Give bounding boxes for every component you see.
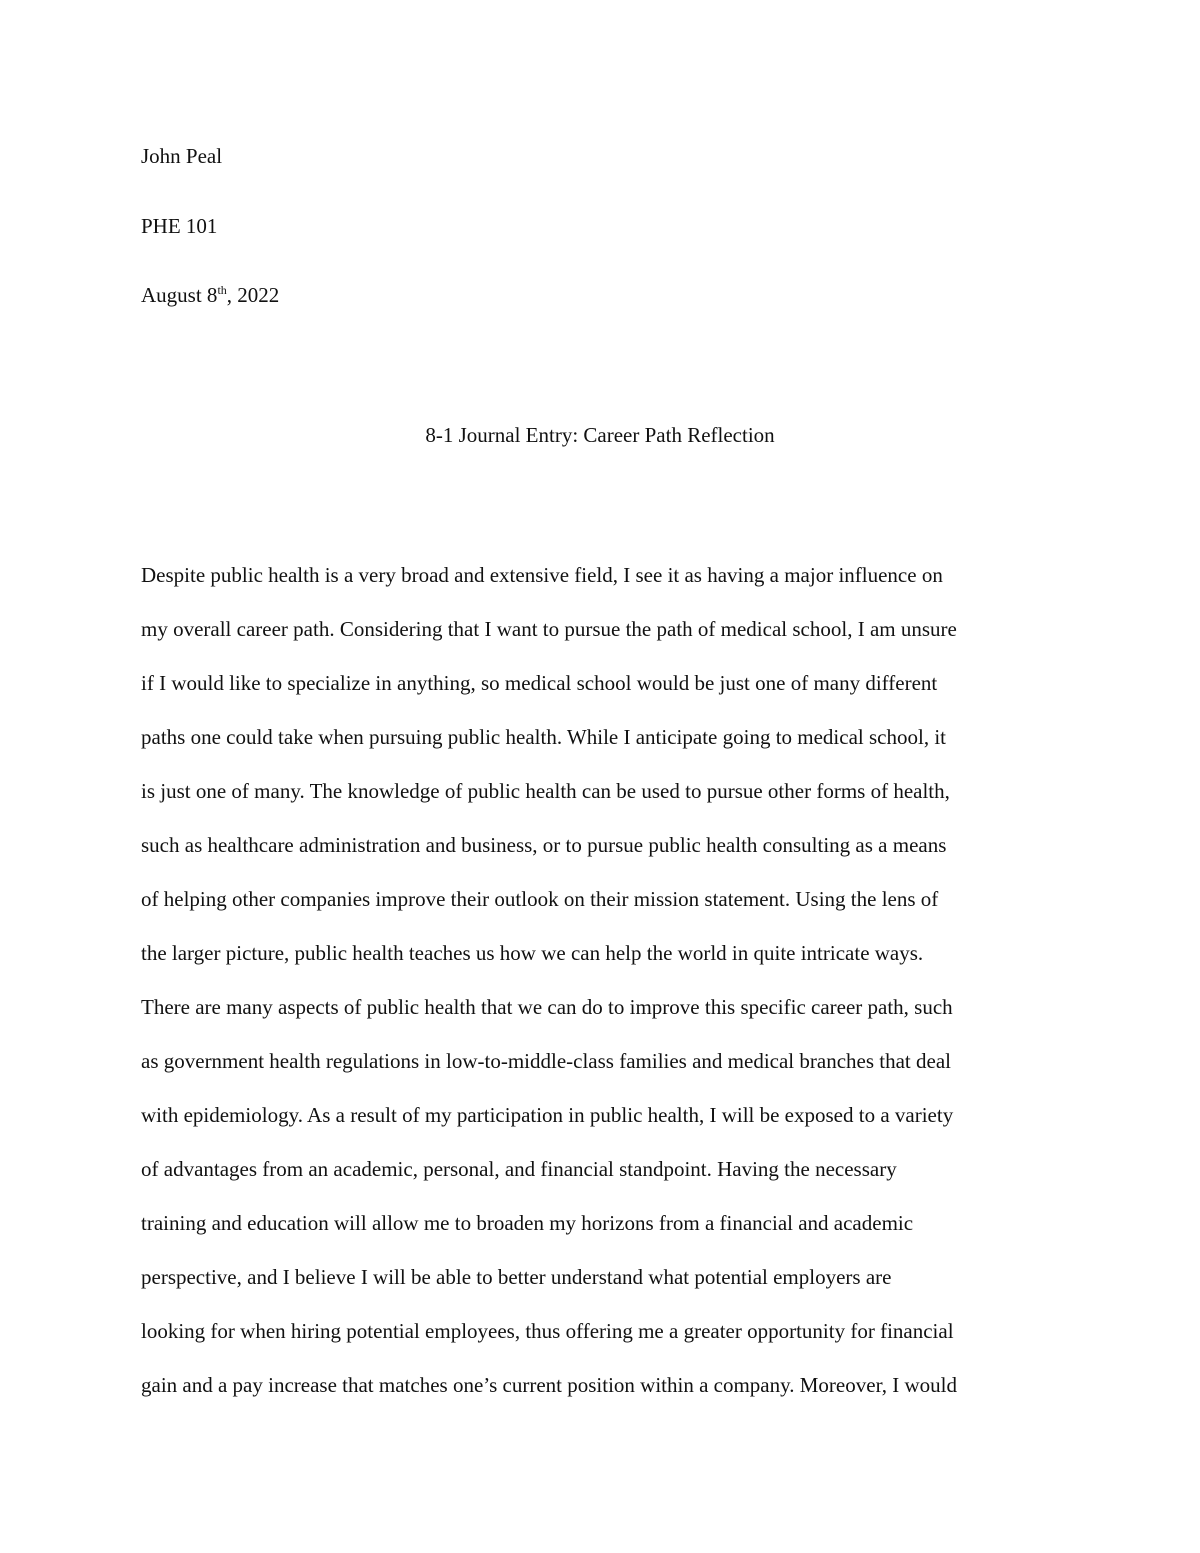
body-line: is just one of many. The knowledge of public health can be used to pursue other forms of health, [141,779,950,803]
body-line: perspective, and I believe I will be able to better understand what potential employers are [141,1265,892,1289]
body-line: looking for when hiring potential employees, thus offering me a greater opportunity for financial [141,1319,954,1343]
body-line: Despite public health is a very broad and extensive field, I see it as having a major influence on [141,563,943,587]
course-code: PHE 101 [141,214,218,238]
body-line: my overall career path. Considering that I want to pursue the path of medical school, I am unsure [141,617,957,641]
body-line: the larger picture, public health teaches us how we can help the world in quite intricate ways. [141,941,924,965]
submission-date [141,281,279,309]
body-line: gain and a pay increase that matches one’s current position within a company. Moreover, I would [141,1373,957,1397]
date-prefix: August 8 [141,283,218,307]
body-line: as government health regulations in low-to-middle-class families and medical branches that deal [141,1049,951,1073]
body-line: paths one could take when pursuing public health. While I anticipate going to medical school, it [141,725,946,749]
body-line: with epidemiology. As a result of my participation in public health, I will be exposed to a variety [141,1103,954,1127]
date-suffix: , 2022 [226,283,280,307]
body-line: There are many aspects of public health that we can do to improve this specific career path, such [141,995,953,1019]
body-line: training and education will allow me to broaden my horizons from a financial and academic [141,1211,914,1235]
body-line: if I would like to specialize in anything, so medical school would be just one of many different [141,671,938,695]
document-title: 8-1 Journal Entry: Career Path Reflection [425,423,775,447]
body-line: of helping other companies improve their outlook on their mission statement. Using the lens of [141,887,939,911]
body-line: of advantages from an academic, personal, and financial standpoint. Having the necessary [141,1157,897,1181]
date-superscript: th [217,283,227,297]
body-line: such as healthcare administration and business, or to pursue public health consulting as a means [141,833,947,857]
author-name: John Peal [141,144,223,168]
